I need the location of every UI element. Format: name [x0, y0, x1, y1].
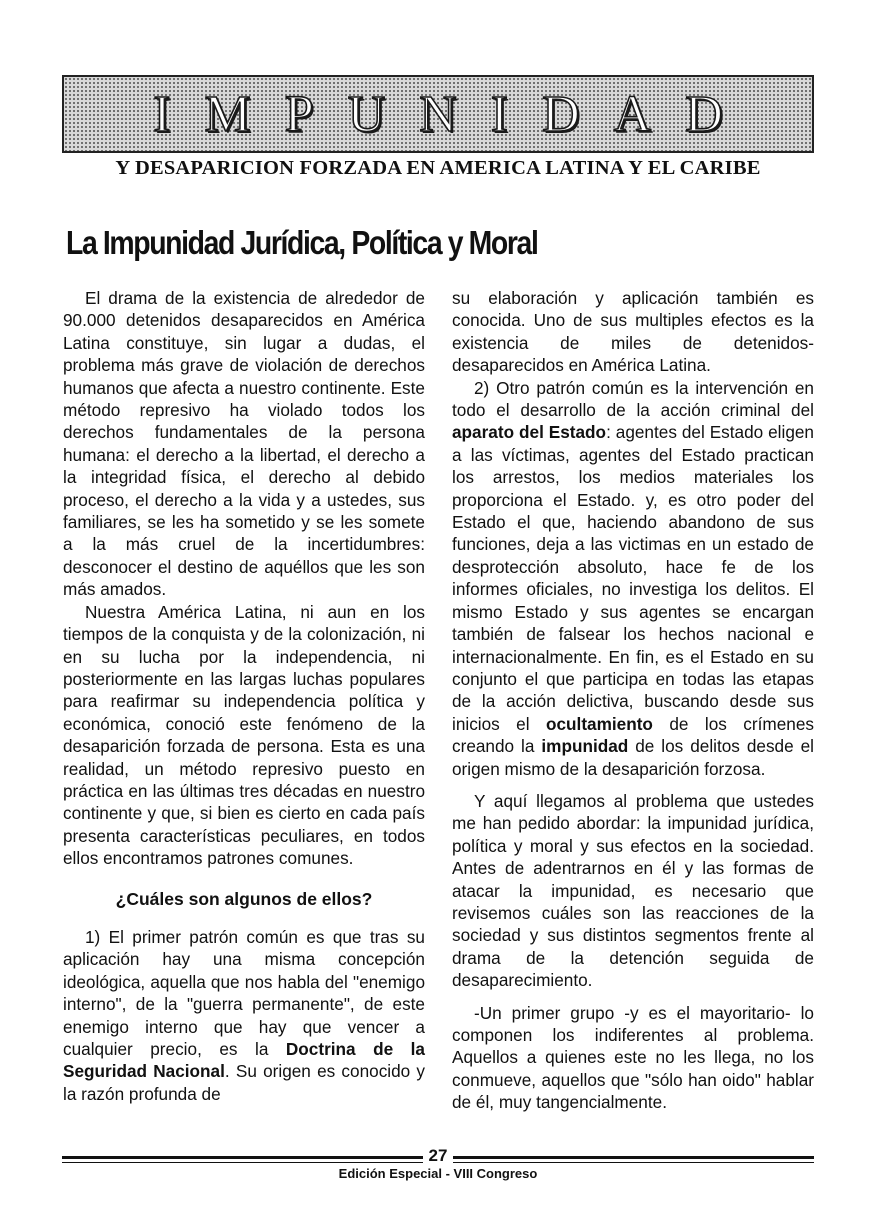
right-column: [452, 287, 814, 1114]
text-run: : agentes del Estado eligen a las víctimas, agentes del Estado practican los arrestos, los medios materiales los proporciona el Estado. y, es otro poder del Estado el que, haciendo abandono de sus funciones, deja a las victimas en un estado de desprotección absoluto, hace fe de los informes oficiales, no investiga los delitos. El mismo Estado y sus agentes se encargan también de falsear los hechos nacional e internacionalmente. En fin, es el Estado en su conjunto el que participa en todas las etapas de la acción delictiva, buscando desde sus inicios el: [452, 422, 814, 734]
paragraph: [452, 377, 814, 780]
emphasis-text: impunidad: [541, 736, 629, 757]
banner-title: IMPUNIDAD: [153, 86, 757, 143]
text-run: de los crímenes creando la: [452, 713, 814, 757]
text-run: . Su origen es conocido y la razón profunda de: [63, 1061, 426, 1104]
paragraph: Y aquí llegamos al problema que ustedes me han pedido abordar: la impunidad jurídica, política y moral y sus efectos en la sociedad. Antes de adentrarnos en él y las formas de atacar la impunidad, es necesario que revisemos cuáles son las reacciones de la sociedad y sus distintos segmentos frente al drama de la detención seguida de desaparecimiento.: [452, 790, 814, 991]
paragraph: El drama de la existencia de alrededor de 90.000 detenidos desaparecidos en América Latina constituye, sin lugar a dudas, el problema más grave de violación de derechos humanos que afecta a nuestro continente. Este método represivo ha violado todos los derechos fundamentales de la persona humana: el derecho a la libertad, el derecho a la integridad física, el derecho al debido proceso, el derecho a la vida y a ustedes, sus familiares, se les ha sometido y se les somete a la más cruel de la incertidumbres: desconocer el destino de aquéllos que les son más amados.: [63, 288, 425, 600]
section-question: ¿Cuáles son algunos de ellos?: [115, 888, 373, 909]
emphasis-text: ocultamiento: [545, 713, 653, 734]
left-column: [63, 287, 425, 1105]
section-subtitle: Y DESAPARICION FORZADA EN AMERICA LATINA Y EL CARIBE: [115, 157, 761, 179]
paragraph: [63, 926, 425, 1105]
paragraph: -Un primer grupo -y es el mayoritario- lo componen los indiferentes al problema. Aquellos a quienes este no les llega, no los conmueve, aquellos que "sólo han oido" hablar de él, muy tangencialmente.: [452, 1002, 814, 1113]
emphasis-text: Doctrina de la Seguridad Nacional: [63, 1039, 425, 1082]
text-run: de los delitos desde el origen mismo de la desaparición forzosa.: [452, 736, 814, 779]
page-number-text: 27: [423, 1146, 454, 1165]
footer-label: Edición Especial - VIII Congreso: [338, 1166, 538, 1181]
paragraph: su elaboración y aplicación también es conocida. Uno de sus multiples efectos es la existencia de miles de detenidos-desaparecidos en América Latina.: [452, 288, 814, 376]
page-number: [0, 1146, 876, 1166]
paragraph: Nuestra América Latina, ni aun en los tiempos de la conquista y de la colonización, ni en su lucha por la independencia, ni posteriormente en las largas luchas populares para reafirmar su independencia política y económica, conoció este fenómeno de la desaparición forzada de persona. Esta es una realidad, un método represivo puesto en práctica en las últimas tres décadas en nuestro continente y que, si bien es cierto en cada país presenta características peculiares, en todos ellos encontramos patrones comunes.: [63, 601, 425, 869]
text-run: 2) Otro patrón común es la intervención en todo el desarrollo de la acción criminal del: [452, 377, 814, 421]
title-banner: [62, 75, 814, 153]
emphasis-text: aparato del Estado: [452, 422, 607, 443]
article-headline: La Impunidad Jurídica, Política y Moral: [66, 224, 538, 261]
text-run: 1) El primer patrón común es que tras su aplicación hay una misma concepción ideológica, aquella que nos habla del "enemigo interno", de la "guerra permanente", de este enemigo interno que hay que vencer a cualquier precio, es la: [63, 926, 425, 1059]
